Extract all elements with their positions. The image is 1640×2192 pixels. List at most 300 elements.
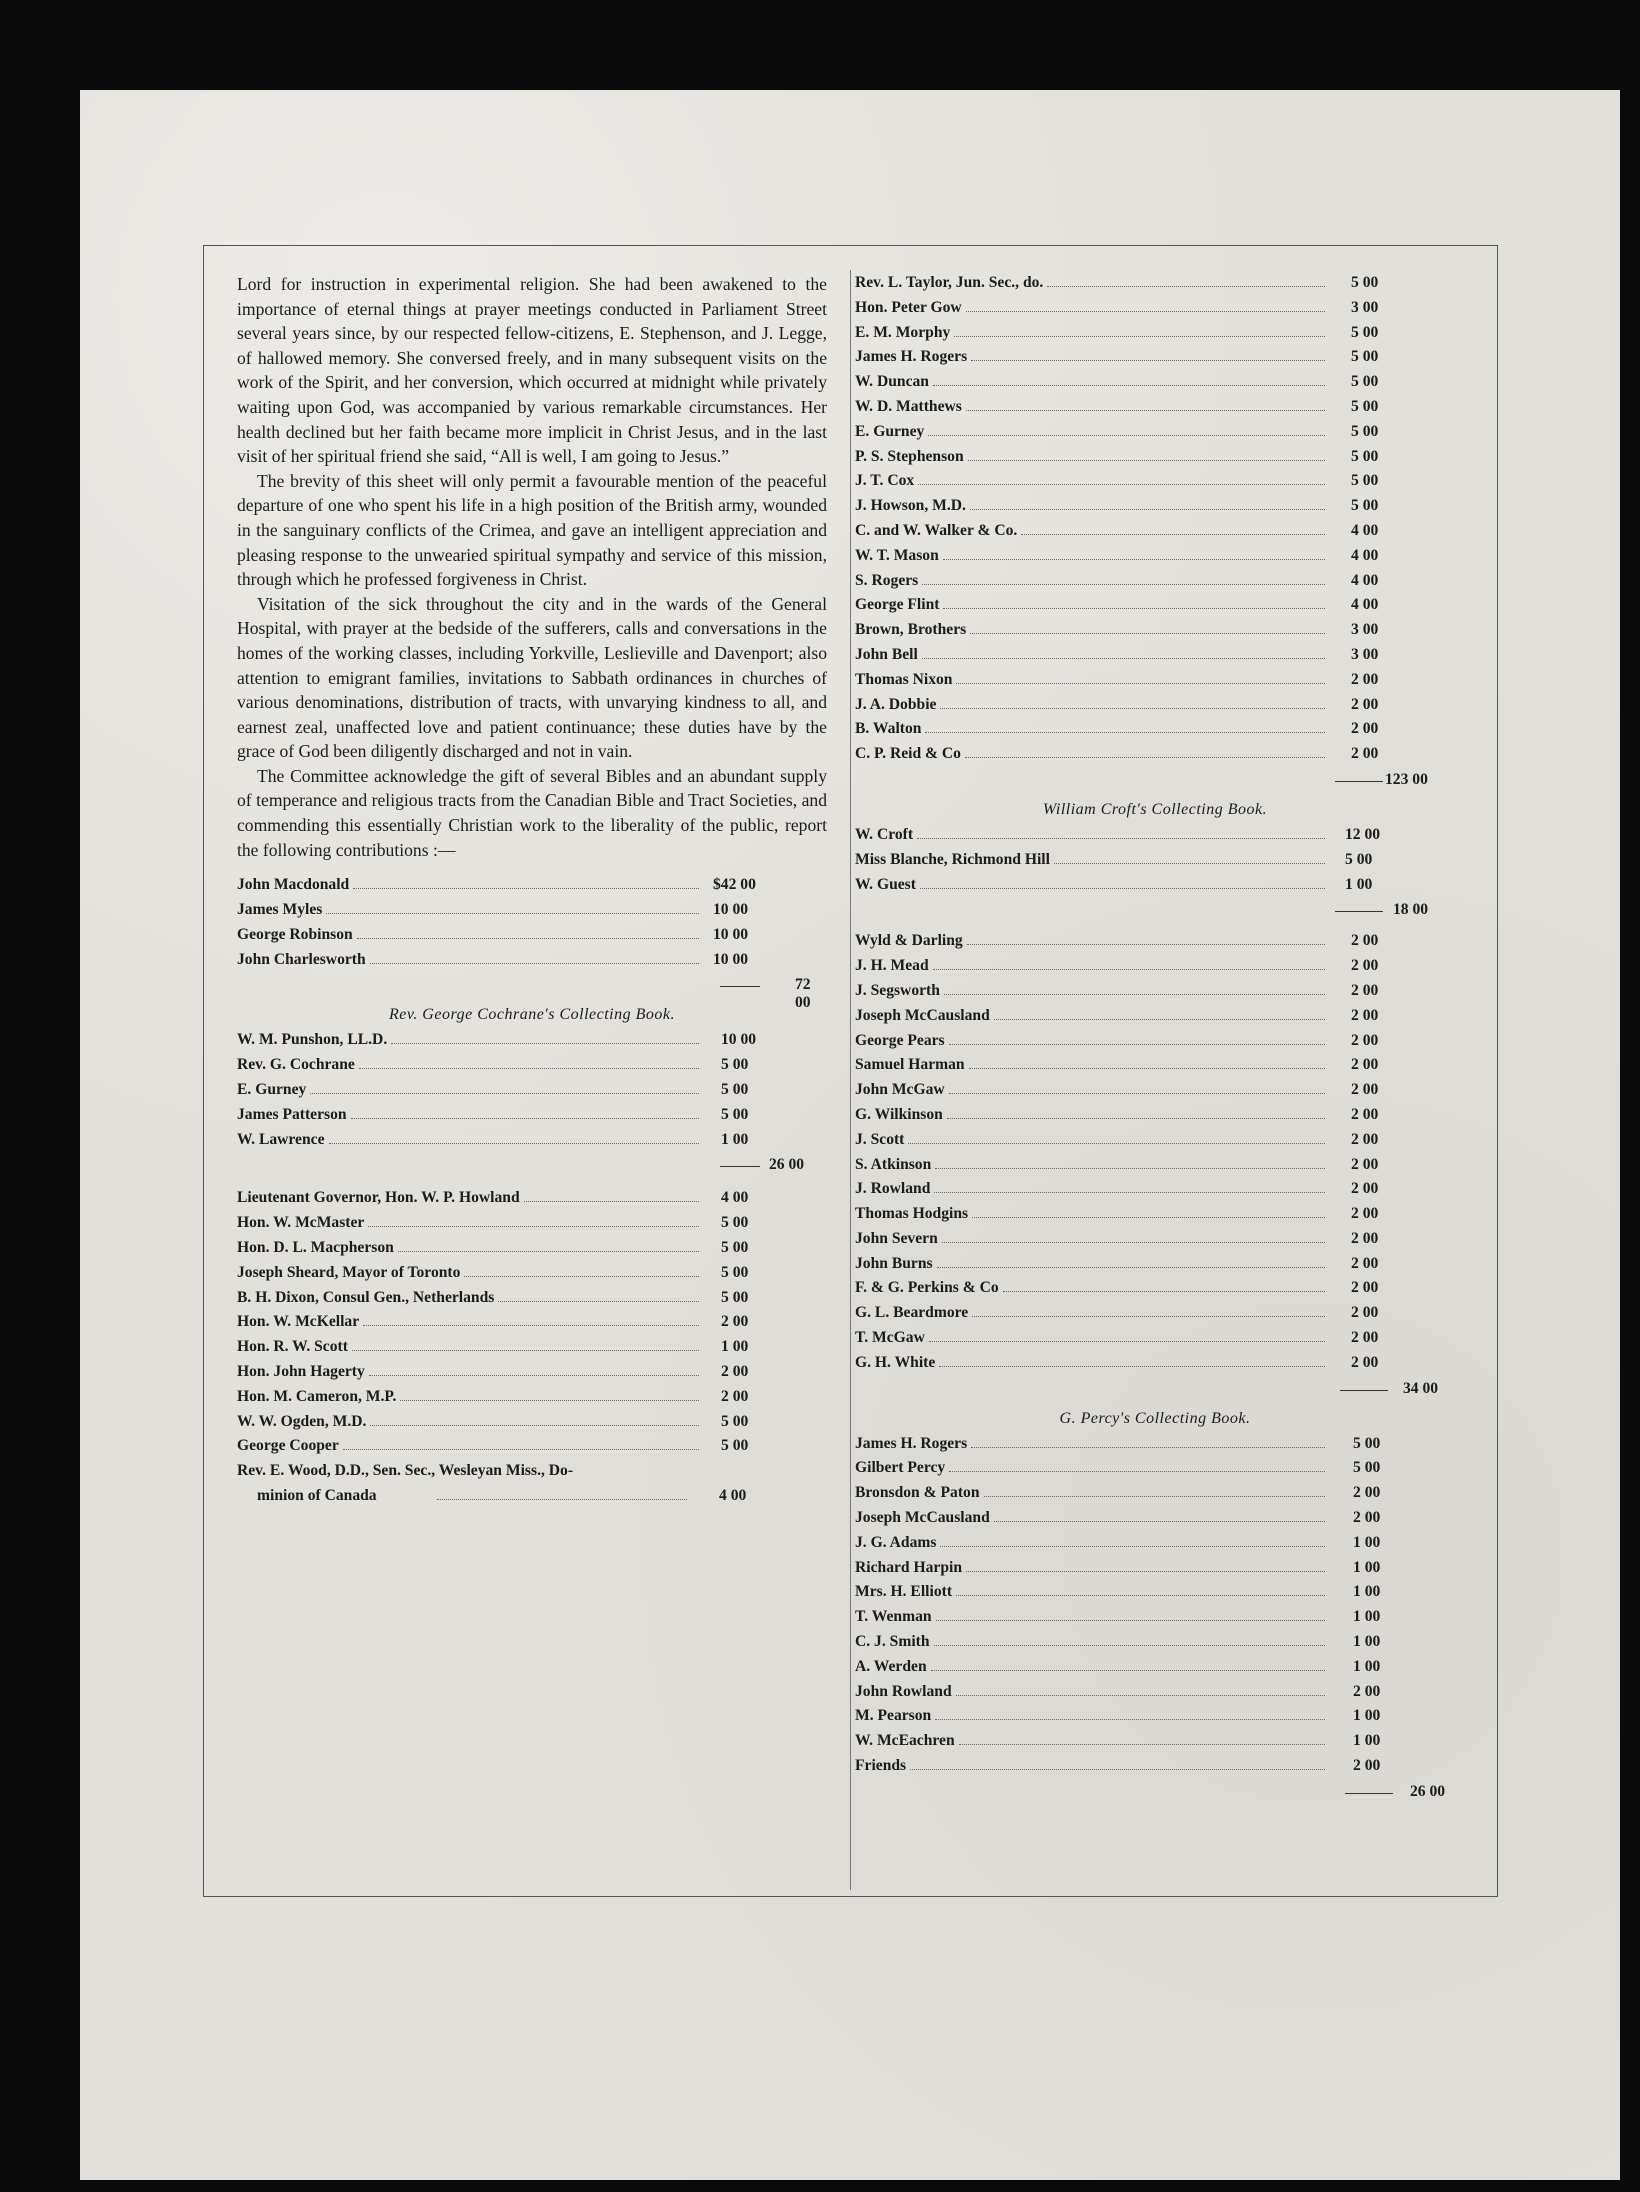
contribution-row-wood [237, 1460, 827, 1485]
leader-dots [956, 1595, 1325, 1596]
leader-dots [943, 608, 1325, 609]
leader-dots [929, 1341, 1325, 1342]
contribution-amount: 2 00 [1351, 1254, 1379, 1272]
contributor-name: J. G. Adams [855, 1533, 937, 1551]
contribution-row [855, 322, 1455, 347]
contributor-name: W. Duncan [855, 373, 929, 391]
contribution-row [855, 619, 1455, 644]
contribution-amount: 1 00 [1353, 1732, 1381, 1750]
contribution-amount: 2 00 [1351, 1329, 1379, 1347]
contribution-amount: 10 00 [721, 1031, 757, 1049]
contribution-row [855, 1302, 1455, 1327]
leader-dots [943, 559, 1325, 560]
leader-dots [352, 1350, 699, 1351]
leader-dots [400, 1400, 699, 1401]
contributor-name: W. W. Ogden, M.D. [237, 1412, 367, 1430]
leader-dots [928, 435, 1325, 436]
contribution-row [855, 1079, 1455, 1104]
contribution-amount: 1 00 [721, 1130, 749, 1148]
contribution-row [855, 520, 1455, 545]
contributor-name: Friends [855, 1757, 907, 1775]
contribution-row [855, 1253, 1455, 1278]
total-row [237, 973, 827, 1012]
total-row [855, 1377, 1455, 1405]
contribution-row [237, 1212, 827, 1237]
leader-dots [1047, 286, 1325, 287]
total-amount: 123 00 [1385, 770, 1428, 788]
contributor-name: G. Wilkinson [855, 1105, 943, 1123]
contribution-row [237, 1104, 827, 1129]
leader-dots [966, 410, 1325, 411]
contributor-name: J. Howson, M.D. [855, 497, 966, 515]
contribution-list-croft [855, 824, 1455, 898]
leader-dots [369, 1375, 699, 1376]
leader-dots [359, 1068, 699, 1069]
contributor-name: C. J. Smith [855, 1633, 930, 1651]
collecting-book-heading-croft: William Croft's Collecting Book. [1042, 800, 1268, 818]
contribution-row [237, 1287, 827, 1312]
leader-dots [966, 1571, 1325, 1572]
total-amount: 72 00 [795, 976, 811, 1012]
contributor-name: Joseph McCausland [855, 1006, 990, 1024]
contribution-amount: 2 00 [1351, 1205, 1379, 1223]
leader-dots [910, 1769, 1325, 1770]
contributor-name: Hon. R. W. Scott [237, 1338, 348, 1356]
contributor-name: J. A. Dobbie [855, 695, 937, 713]
leader-dots [1021, 534, 1325, 535]
contributor-name: Miss Blanche, Richmond Hill [855, 850, 1050, 868]
contributor-name: E. Gurney [237, 1081, 307, 1099]
leader-dots [954, 336, 1325, 337]
leader-dots [935, 1719, 1325, 1720]
contributor-name: Brown, Brothers [855, 621, 967, 639]
leader-dots [959, 1744, 1325, 1745]
leader-dots [370, 963, 699, 964]
contributor-name: B. H. Dixon, Consul Gen., Netherlands [237, 1288, 495, 1306]
leader-dots [524, 1201, 699, 1202]
contribution-row [855, 1557, 1455, 1582]
contribution-amount: 2 00 [1351, 670, 1379, 688]
leader-dots [971, 1447, 1325, 1448]
contribution-row [237, 1311, 827, 1336]
contribution-row [237, 874, 827, 899]
contributor-name: Rev. G. Cochrane [237, 1056, 355, 1074]
contribution-row [855, 980, 1455, 1005]
total-amount: 26 00 [769, 1156, 805, 1174]
contribution-amount: 1 00 [1353, 1558, 1381, 1576]
contributor-name: Lieutenant Governor, Hon. W. P. Howland [237, 1189, 520, 1207]
leader-dots [391, 1043, 699, 1044]
contribution-amount: 5 00 [1345, 850, 1373, 868]
contributor-name: Joseph Sheard, Mayor of Toronto [237, 1263, 461, 1281]
contribution-amount: 2 00 [1351, 957, 1379, 975]
contribution-row [855, 272, 1455, 297]
leader-dots [370, 1425, 699, 1426]
contribution-row [855, 1030, 1455, 1055]
leader-dots [940, 708, 1325, 709]
contribution-row [855, 1656, 1455, 1681]
contribution-amount: 5 00 [1351, 348, 1379, 366]
leader-dots [994, 1521, 1325, 1522]
contribution-amount: 4 00 [1351, 521, 1379, 539]
contributor-name: W. Guest [855, 875, 916, 893]
contributor-name: John Burns [855, 1254, 933, 1272]
contribution-row [237, 1386, 827, 1411]
contribution-row [855, 1482, 1455, 1507]
leader-dots [967, 944, 1325, 945]
leader-dots [908, 1143, 1325, 1144]
leader-dots [940, 1546, 1325, 1547]
contribution-amount: 2 00 [1351, 1031, 1379, 1049]
contributor-name: John McGaw [855, 1081, 945, 1099]
contribution-row [855, 1104, 1455, 1129]
contribution-amount: 2 00 [1353, 1484, 1381, 1502]
contributor-name: C. P. Reid & Co [855, 745, 961, 763]
leader-dots [363, 1325, 699, 1326]
contribution-row [855, 470, 1455, 495]
contribution-row [237, 1336, 827, 1361]
contributor-name: S. Rogers [855, 571, 919, 589]
contribution-amount: 2 00 [1351, 981, 1379, 999]
contribution-amount: 2 00 [721, 1363, 749, 1380]
contribution-amount: 2 00 [1351, 720, 1379, 738]
total-amount: 26 00 [1410, 1782, 1446, 1800]
leader-dots [949, 1471, 1325, 1472]
leader-dots [922, 584, 1325, 585]
contributor-name: Hon. Peter Gow [855, 298, 962, 316]
contribution-amount: 1 00 [1345, 875, 1373, 893]
contributor-name: J. Rowland [855, 1180, 931, 1198]
contribution-amount: 4 00 [1351, 596, 1379, 614]
contribution-row [855, 1532, 1455, 1557]
contribution-row-wood-cont [237, 1485, 827, 1510]
leader-dots [918, 484, 1325, 485]
contribution-list-merchants [855, 930, 1455, 1376]
leader-dots [970, 633, 1325, 634]
leader-dots [343, 1449, 699, 1450]
contribution-row [855, 824, 1455, 849]
contribution-amount: 2 00 [1353, 1682, 1381, 1700]
contributor-name: W. Croft [855, 825, 914, 843]
contribution-row [855, 1581, 1455, 1606]
contribution-amount: 5 00 [1351, 274, 1379, 291]
contribution-row [855, 346, 1455, 371]
contribution-row [237, 1411, 827, 1436]
contribution-amount: 5 00 [1351, 422, 1379, 440]
contributor-name: George Pears [855, 1031, 945, 1049]
total-row [855, 898, 1455, 926]
contribution-row [855, 1352, 1455, 1377]
collecting-book-heading-percy: G. Percy's Collecting Book. [1059, 1409, 1251, 1427]
contribution-row [855, 1054, 1455, 1079]
contribution-amount: 5 00 [721, 1263, 749, 1281]
contribution-amount: 5 00 [721, 1214, 749, 1232]
contribution-row [855, 1681, 1455, 1706]
contributor-name: James Myles [237, 901, 323, 919]
contributor-name: W. Lawrence [237, 1130, 325, 1148]
contribution-row [855, 1228, 1455, 1253]
contributor-name: B. Walton [855, 720, 922, 738]
right-column [855, 272, 1455, 1808]
contribution-amount: 5 00 [1351, 447, 1379, 465]
leader-dots [969, 1068, 1325, 1069]
contribution-amount: 2 00 [1351, 1081, 1379, 1099]
contributor-name: Hon. M. Cameron, M.P. [237, 1387, 397, 1405]
paragraph-conversion: Lord for instruction in experimental religion. She had been awakened to the importance of eternal things at prayer meetings conducted in Parliament Street several years since, by our respected fellow-citizens, E. Stephenson, and J. Legge, of hallowed memory. She conversed freely, and in many subsequent visits on the work of the Spirit, and her conversion, which occurred at midnight while privately waiting upon God, was accompanied by various remarkable circumstances. Her health declined but her faith became more implicit in Christ Jesus, and in the last visit of her spiritual friend she said, “All is well, I am going to Jesus.” [237, 274, 827, 467]
contribution-row [237, 1187, 827, 1212]
contribution-row [237, 1237, 827, 1262]
contribution-row [237, 1054, 827, 1079]
leader-dots [937, 1267, 1325, 1268]
contributor-name: C. and W. Walker & Co. [855, 521, 1018, 539]
contribution-amount: 5 00 [721, 1056, 749, 1074]
leader-dots [939, 1366, 1325, 1367]
leader-dots [972, 1316, 1325, 1317]
total-row [855, 1780, 1455, 1808]
leader-dots [933, 969, 1325, 970]
leader-dots [968, 460, 1325, 461]
leader-dots [947, 1118, 1325, 1119]
contribution-row [855, 545, 1455, 570]
contribution-row [855, 594, 1455, 619]
leader-dots [1054, 863, 1325, 864]
contribution-row [855, 718, 1455, 743]
leader-dots [936, 1620, 1325, 1621]
contribution-row [855, 849, 1455, 874]
total-row [237, 1153, 827, 1181]
contribution-row [855, 1327, 1455, 1352]
contributor-name: Gilbert Percy [855, 1459, 946, 1477]
contribution-row [855, 955, 1455, 980]
leader-dots [933, 385, 1325, 386]
contribution-amount: 3 00 [1351, 298, 1379, 316]
leader-dots [965, 757, 1325, 758]
contributor-name: Wyld & Darling [855, 932, 963, 950]
contribution-amount: 2 00 [1351, 1130, 1379, 1148]
contribution-amount: 3 00 [1351, 645, 1379, 663]
contribution-amount: 10 00 [713, 950, 749, 968]
contribution-row [855, 1606, 1455, 1631]
contributor-name: Joseph McCausland [855, 1509, 990, 1527]
contributor-name: James H. Rogers [855, 348, 968, 366]
contributor-name: George Cooper [237, 1437, 339, 1455]
contributor-name: F. & G. Perkins & Co [855, 1279, 999, 1297]
column-divider [850, 270, 851, 1890]
contributor-name: minion of Canada [257, 1486, 377, 1504]
contribution-list-officials [237, 1187, 827, 1460]
contribution-amount: 5 00 [1353, 1434, 1381, 1452]
leader-dots [956, 683, 1325, 684]
leader-dots [920, 888, 1325, 889]
contribution-list-cochrane [237, 1029, 827, 1153]
contributor-name: W. M. Punshon, LL.D. [237, 1031, 388, 1049]
contribution-amount: 2 00 [1351, 1279, 1379, 1297]
contribution-row [855, 1730, 1455, 1755]
paragraph-visitation: Visitation of the sick throughout the city and in the wards of the General Hospital, with prayer at the bedside of the sufferers, calls and conversations in the homes of the working classes, including Yorkville, Leslieville and Davenport; also attention to emigrant families, invitations to Sabbath ordinances in churches of various denominations, distribution of tracts, with unvarying kindness to all, and earnest zeal, unaffected love and patient continuance; these duties have by the grace of God been diligently discharged and not in vain. [237, 593, 827, 762]
contribution-amount: 2 00 [1351, 1229, 1379, 1247]
leader-dots [994, 1019, 1325, 1020]
leader-dots [984, 1496, 1325, 1497]
contribution-amount: 2 00 [1351, 745, 1379, 763]
contribution-row [855, 644, 1455, 669]
contribution-row [855, 1755, 1455, 1780]
contributor-name: A. Werden [855, 1657, 927, 1675]
contributor-name: G. L. Beardmore [855, 1304, 969, 1322]
contribution-amount: 2 00 [1351, 1105, 1379, 1123]
contributor-name: Samuel Harman [855, 1056, 965, 1074]
leader-dots [917, 838, 1325, 839]
contribution-row [237, 1361, 827, 1386]
contribution-row [237, 899, 827, 924]
contribution-amount: 4 00 [1351, 571, 1379, 589]
contributor-name: John Bell [855, 645, 918, 663]
contribution-amount: 5 00 [1351, 373, 1379, 391]
contribution-row [855, 1203, 1455, 1228]
contributor-name: W. McEachren [855, 1732, 955, 1750]
leader-dots [310, 1093, 699, 1094]
leader-dots [944, 994, 1325, 995]
contribution-row [855, 297, 1455, 322]
contributor-name: Richard Harpin [855, 1558, 963, 1576]
contribution-amount: 5 00 [1353, 1459, 1381, 1477]
contribution-row [855, 1178, 1455, 1203]
contributor-name: Hon. John Hagerty [237, 1363, 365, 1380]
contributor-name: John Severn [855, 1229, 938, 1247]
contribution-amount: 1 00 [1353, 1583, 1381, 1601]
contribution-amount: 5 00 [721, 1437, 749, 1455]
contributor-name: Thomas Hodgins [855, 1205, 969, 1223]
leader-dots [922, 658, 1325, 659]
contributor-name: John Macdonald [237, 876, 350, 894]
contribution-amount: 10 00 [713, 901, 749, 919]
contribution-row [855, 1457, 1455, 1482]
contribution-row [855, 1631, 1455, 1656]
contribution-amount: 2 00 [1351, 1006, 1379, 1024]
contribution-row [855, 669, 1455, 694]
contributor-name: W. T. Mason [855, 546, 939, 564]
contributor-name: Hon. W. McKellar [237, 1313, 360, 1331]
contribution-row [855, 371, 1455, 396]
contribution-row [237, 924, 827, 949]
contribution-amount: 1 00 [1353, 1608, 1381, 1626]
contribution-row [855, 446, 1455, 471]
contribution-row [855, 1277, 1455, 1302]
contribution-amount: 3 00 [1351, 621, 1379, 639]
contribution-amount: 4 00 [721, 1189, 749, 1207]
contribution-amount: 12 00 [1345, 825, 1381, 843]
contribution-row [855, 1129, 1455, 1154]
contribution-row [237, 1435, 827, 1460]
leader-dots [931, 1670, 1325, 1671]
contribution-amount: 2 00 [1351, 1353, 1379, 1371]
contribution-amount: 5 00 [721, 1239, 749, 1257]
contribution-row [855, 570, 1455, 595]
contribution-amount: 2 00 [1351, 932, 1379, 950]
contribution-amount: 2 00 [1351, 1056, 1379, 1074]
leader-dots [368, 1226, 699, 1227]
leader-dots [949, 1044, 1325, 1045]
leader-dots [949, 1093, 1325, 1094]
paragraph-british-army: The brevity of this sheet will only permit a favourable mention of the peaceful departure of one who spent his life in a high position of the British army, wounded in the sanguinary conflicts of the Crimea, and gave an intelligent appreciation and pleasing response to the unwearied spiritual sympathy and service of this mission, through which he professed forgiveness in Christ. [237, 470, 827, 590]
total-row [855, 768, 1455, 796]
contribution-row [855, 1507, 1455, 1532]
contributor-name: Hon. W. McMaster [237, 1214, 365, 1232]
contributor-name: John Rowland [855, 1682, 952, 1700]
contribution-amount: 5 00 [1351, 323, 1379, 341]
contribution-list-continued [855, 272, 1455, 768]
leader-dots [972, 1217, 1325, 1218]
contribution-amount: 5 00 [721, 1105, 749, 1123]
contribution-row [237, 1262, 827, 1287]
contribution-amount: 2 00 [1353, 1509, 1381, 1527]
contribution-row [855, 421, 1455, 446]
contributor-name: George Robinson [237, 925, 353, 943]
contribution-row [237, 1079, 827, 1104]
leader-dots [351, 1118, 699, 1119]
contributor-name: G. H. White [855, 1353, 936, 1371]
contribution-amount: 5 00 [721, 1081, 749, 1099]
leader-dots [970, 509, 1325, 510]
leader-dots [398, 1251, 699, 1252]
contributor-name: Rev. L. Taylor, Jun. Sec., do. [855, 274, 1044, 291]
contribution-amount: 4 00 [1351, 546, 1379, 564]
contribution-amount: 1 00 [1353, 1657, 1381, 1675]
contributor-name: Rev. E. Wood, D.D., Sen. Sec., Wesleyan Miss., Do- [237, 1462, 574, 1480]
contributor-name: T. Wenman [855, 1608, 932, 1626]
contribution-amount: 5 00 [721, 1288, 749, 1306]
contributor-name: John Charlesworth [237, 950, 366, 968]
leader-dots [1003, 1291, 1325, 1292]
contribution-row [855, 874, 1455, 899]
leader-dots [971, 360, 1325, 361]
contribution-list-main [237, 874, 827, 973]
contributor-name: Hon. D. L. Macpherson [237, 1239, 394, 1257]
contribution-amount: 5 00 [721, 1412, 749, 1430]
contribution-row [855, 930, 1455, 955]
contributor-name: S. Atkinson [855, 1155, 932, 1173]
contribution-amount: 2 00 [721, 1313, 749, 1331]
contribution-row [237, 949, 827, 974]
left-column [237, 272, 827, 1510]
contribution-row [855, 743, 1455, 768]
leader-dots [966, 311, 1325, 312]
contribution-amount: 2 00 [1351, 1180, 1379, 1198]
contribution-amount: 5 00 [1351, 472, 1379, 490]
leader-dots [326, 913, 699, 914]
contributor-name: Thomas Nixon [855, 670, 953, 688]
contribution-amount: 1 00 [1353, 1633, 1381, 1651]
total-amount: 34 00 [1403, 1379, 1439, 1397]
contribution-row [855, 694, 1455, 719]
contribution-row [855, 1433, 1455, 1458]
contributor-name: George Flint [855, 596, 940, 614]
contributor-name: J. H. Mead [855, 957, 929, 975]
contributor-name: M. Pearson [855, 1707, 932, 1725]
contributor-name: Bronsdon & Paton [855, 1484, 980, 1502]
contributor-name: J. Segsworth [855, 981, 940, 999]
leader-dots [935, 1168, 1325, 1169]
contribution-row [855, 1705, 1455, 1730]
contribution-amount: 2 00 [1351, 695, 1379, 713]
contribution-amount: 1 00 [721, 1338, 749, 1356]
contributor-name: E. Gurney [855, 422, 925, 440]
contribution-amount: 1 00 [1353, 1707, 1381, 1725]
leader-dots [357, 938, 699, 939]
leader-dots [329, 1143, 699, 1144]
leader-dots [934, 1192, 1325, 1193]
collecting-book-heading-cochrane: Rev. George Cochrane's Collecting Book. [389, 1006, 675, 1024]
contributor-name: J. T. Cox [855, 472, 915, 490]
